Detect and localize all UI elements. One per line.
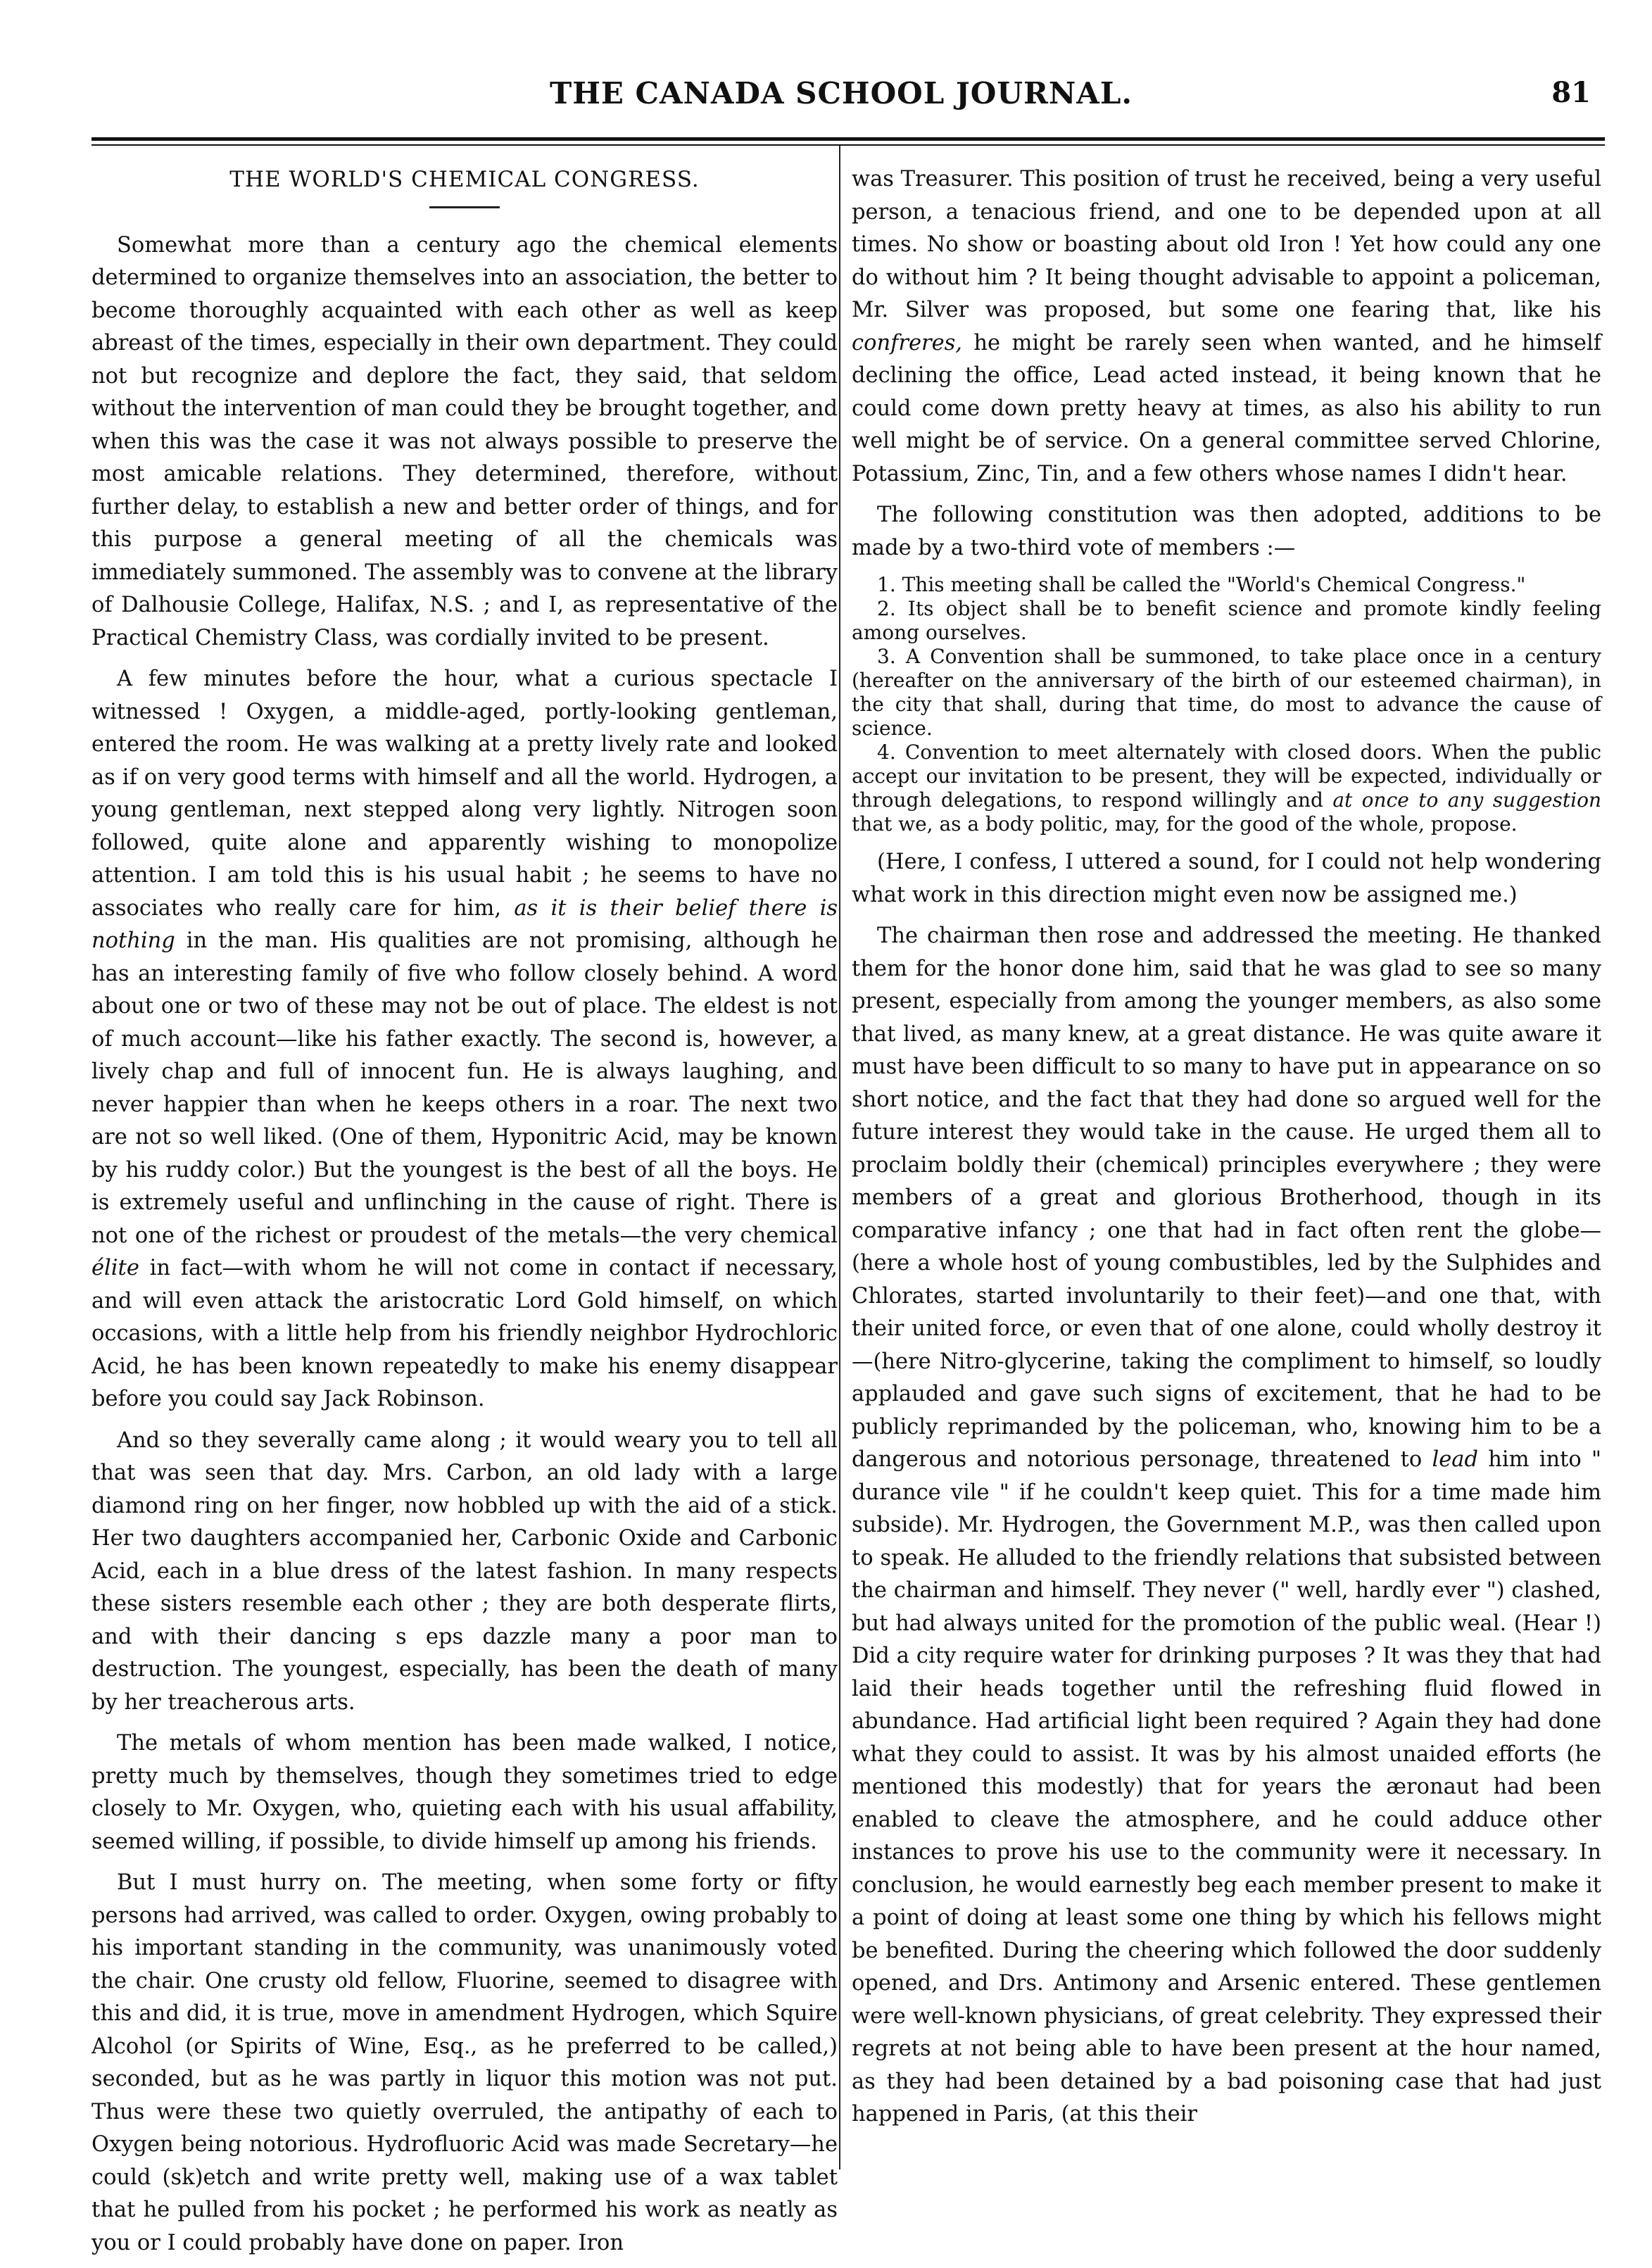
text-run: 4. Convention to meet alternately with closed doors. When the public accept our invitation to be present, they will be expected, individually or through delegations, to respond willingly and [852,741,1601,812]
italic-text: as it is their belief there is nothing [92,895,838,953]
text-run: The chairman then rose and addressed the meeting. He thanked them for the honor done him, said that he was glad to see so many present, especially from among the younger members, as also some that lived, as many knew, at a great distance. He was quite aware it must have been difficult to so many to have put in appearance on so short notice, and the fact that they had done so argued well for the future interest they would take in the cause. He urged them all to proclaim boldly their (chemical) principles everywhere ; they were members of a great and glorious Brotherhood, though in its comparative infancy ; one that had in fact often rent the globe—(here a whole host of young combustibles, led by the Sulphides and Chlorates, started involuntarily to their feet)—and one that, with their united force, or even that of one alone, could wholly destroy it—(here Nitro-glycerine, taking the compliment to himself, so loudly applauded and gave such signs of excitement, that he had to be publicly reprimanded by the policeman, who, knowing him to be a dangerous and notorious personage, threatened to [852,924,1601,1472]
journal-title: THE CANADA SCHOOL JOURNAL. [549,76,1133,111]
page-header [92,76,1591,125]
column-divider [839,146,840,2169]
right-column [852,163,1601,2140]
text-run: that we, as a body politic, may, for the good of the whole, propose. [852,812,1518,836]
page-number: 81 [1551,76,1591,109]
title-dash [429,206,500,208]
constitution-item [852,741,1601,836]
constitution-item: 1. This meeting shall be called the "World's Chemical Congress." [877,573,1526,596]
italic-text: élite [92,1256,139,1280]
left-column [92,163,838,2268]
constitution-item: 3. A Convention shall be summoned, to take place once in a century (hereafter on the anniversary of the birth of our esteemed chairman), in the city that shall, during that time, do most to advance the cause of science. [852,645,1601,740]
header-rule-thin [92,144,1605,146]
article-title: THE WORLD'S CHEMICAL CONGRESS. [229,167,700,192]
text-run: him into " durance vile " if he couldn't keep quiet. This for a time made him subside). Mr. Hydrogen, the Government M.P., was then called upon to speak. He alluded to the friendly relations that subsisted between the chairman and himself. They never (" well, hardly ever ") clashed, but had always united for the promotion of the public weal. (Hear !) Did a city require water for drinking purposes ? It was they that had laid their heads together until the refreshing fluid flowed in abundance. Had artificial light been required ? Again they had done what they could to assist. It was by his almost unaided efforts (he mentioned this modestly) that for years the æronaut had been enabled to cleave the atmosphere, and he could adduce other instances to prove his use to the community were it necessary. In conclusion, he would earnestly beg each member present to make it a point of doing at least some one thing by which his fellows might be benefited. During the cheering which followed the door suddenly opened, and Drs. Antimony and Arsenic entered. These gentlemen were well-known physicians, of great celebrity. They expressed their regrets at not being able to have been present at the hour named, as they had been detained by a bad poisoning case that had just happened in Paris, (at this their [852,1447,1602,2127]
paragraph: The metals of whom mention has been made walked, I notice, pretty much by themselves, though they sometimes tried to edge closely to Mr. Oxygen, who, quieting each with his usual affability, seemed willing, if possible, to divide himself up among his friends. [92,1731,838,1854]
italic-text: confreres, [852,330,962,355]
constitution-item: 2. Its object shall be to benefit science and promote kindly feeling among ourselves. [852,597,1601,644]
paragraph [92,663,838,1416]
paragraph [852,163,1601,491]
text-run: in the man. His qualities are not promising, although he has an interesting family of five who follow closely behind. A word about one or two of these may not be out of place. The eldest is not of much account—like his father exactly. The second is, however, a lively chap and full of innocent fun. He is always laughing, and never happier than when he keeps others in a roar. The next two are not so well liked. (One of them, Hyponitric Acid, may be known by his ruddy color.) But the youngest is the best of all the boys. He is extremely useful and unflinching in the cause of right. There is not one of the richest or proudest of the metals—the very chemical [92,928,838,1248]
paragraph [852,920,1601,2131]
italic-text: lead [1432,1447,1479,1472]
paragraph: Somewhat more than a century ago the chemical elements determined to organize themselves into an association, the better to become thoroughly acquainted with each other as well as keep abreast of the times, especially in their own department. They could not but recognize and deplore the fact, they said, that seldom without the intervention of man could they be brought together, and when this was the case it was not always possible to preserve the most amicable relations. They determined, therefore, without further delay, to establish a new and better order of things, and for this purpose a general meeting of all the chemicals was immediately summoned. The assembly was to convene at the library of Dalhousie College, Halifax, N.S. ; and I, as representative of the Practical Chemistry Class, was cordially invited to be present. [92,232,838,650]
paragraph: But I must hurry on. The meeting, when some forty or fifty persons had arrived, was called to order. Oxygen, owing probably to his important standing in the community, was unanimously voted the chair. One crusty old fellow, Fluorine, seemed to disagree with this and did, it is true, move in amendment Hydrogen, which Squire Alcohol (or Spirits of Wine, Esq., as he preferred to be called,) seconded, but as he was partly in liquor this motion was not put. Thus were these two quietly overruled, the antipathy of each to Oxygen being notorious. Hydrofluoric Acid was made Secretary—he could (sk)etch and write pretty well, making use of a wax tablet that he pulled from his pocket ; he performed his work as neatly as you or I could probably have done on paper. Iron [92,1870,838,2255]
text-run: A few minutes before the hour, what a curious spectacle I witnessed ! Oxygen, a middle-aged, portly-looking gentleman, entered the room. He was walking at a pretty lively rate and looked as if on very good terms with himself and all the world. Hydrogen, a young gentleman, next stepped along very lightly. Nitrogen soon followed, quite alone and apparently wishing to monopolize attention. I am told this is his usual habit ; he seems to have no associates who really care for him, [92,667,838,921]
paragraph: (Here, I confess, I uttered a sound, for I could not help wondering what work in this direction might even now be assigned me.) [852,850,1601,907]
text-run: was Treasurer. This position of trust he received, being a very useful person, a tenacious friend, and one to be depended upon at all times. No show or boasting about old Iron ! Yet how could any one do without him ? It being thought advisable to appoint a policeman, Mr. Silver was proposed, but some one fearing that, like his [852,167,1601,322]
text-run: in fact—with whom he will not come in contact if necessary, and will even attack the aristocratic Lord Gold himself, on which occasions, with a little help from his friendly neighbor Hydrochloric Acid, he has been known repeatedly to make his enemy disappear before you could say Jack Robinson. [92,1256,838,1411]
italic-text: at once to any suggestion [1332,788,1601,812]
paragraph: And so they severally came along ; it would weary you to tell all that was seen that day. Mrs. Carbon, an old lady with a large diamond ring on her finger, now hobbled up with the aid of a stick. Her two daughters accompanied her, Carbonic Oxide and Carbonic Acid, each in a blue dress of the latest fashion. In many respects these sisters resemble each other ; they are both desperate flirts, and with their dancing s eps dazzle many a poor man to destruction. The youngest, especially, has been the death of many by her treacherous arts. [92,1428,838,1715]
paragraph: The following constitution was then adopted, additions to be made by a two-third vote of members :— [852,503,1601,560]
header-rule-thick [92,137,1605,141]
constitution-list [852,573,1601,836]
text-run: he might be rarely seen when wanted, and he himself declining the office, Lead acted instead, it being known that he could come down pretty heavy at times, as also his ability to run well might be of service. On a general committee served Chlorine, Potassium, Zinc, Tin, and a few others whose names I didn't hear. [852,330,1601,486]
